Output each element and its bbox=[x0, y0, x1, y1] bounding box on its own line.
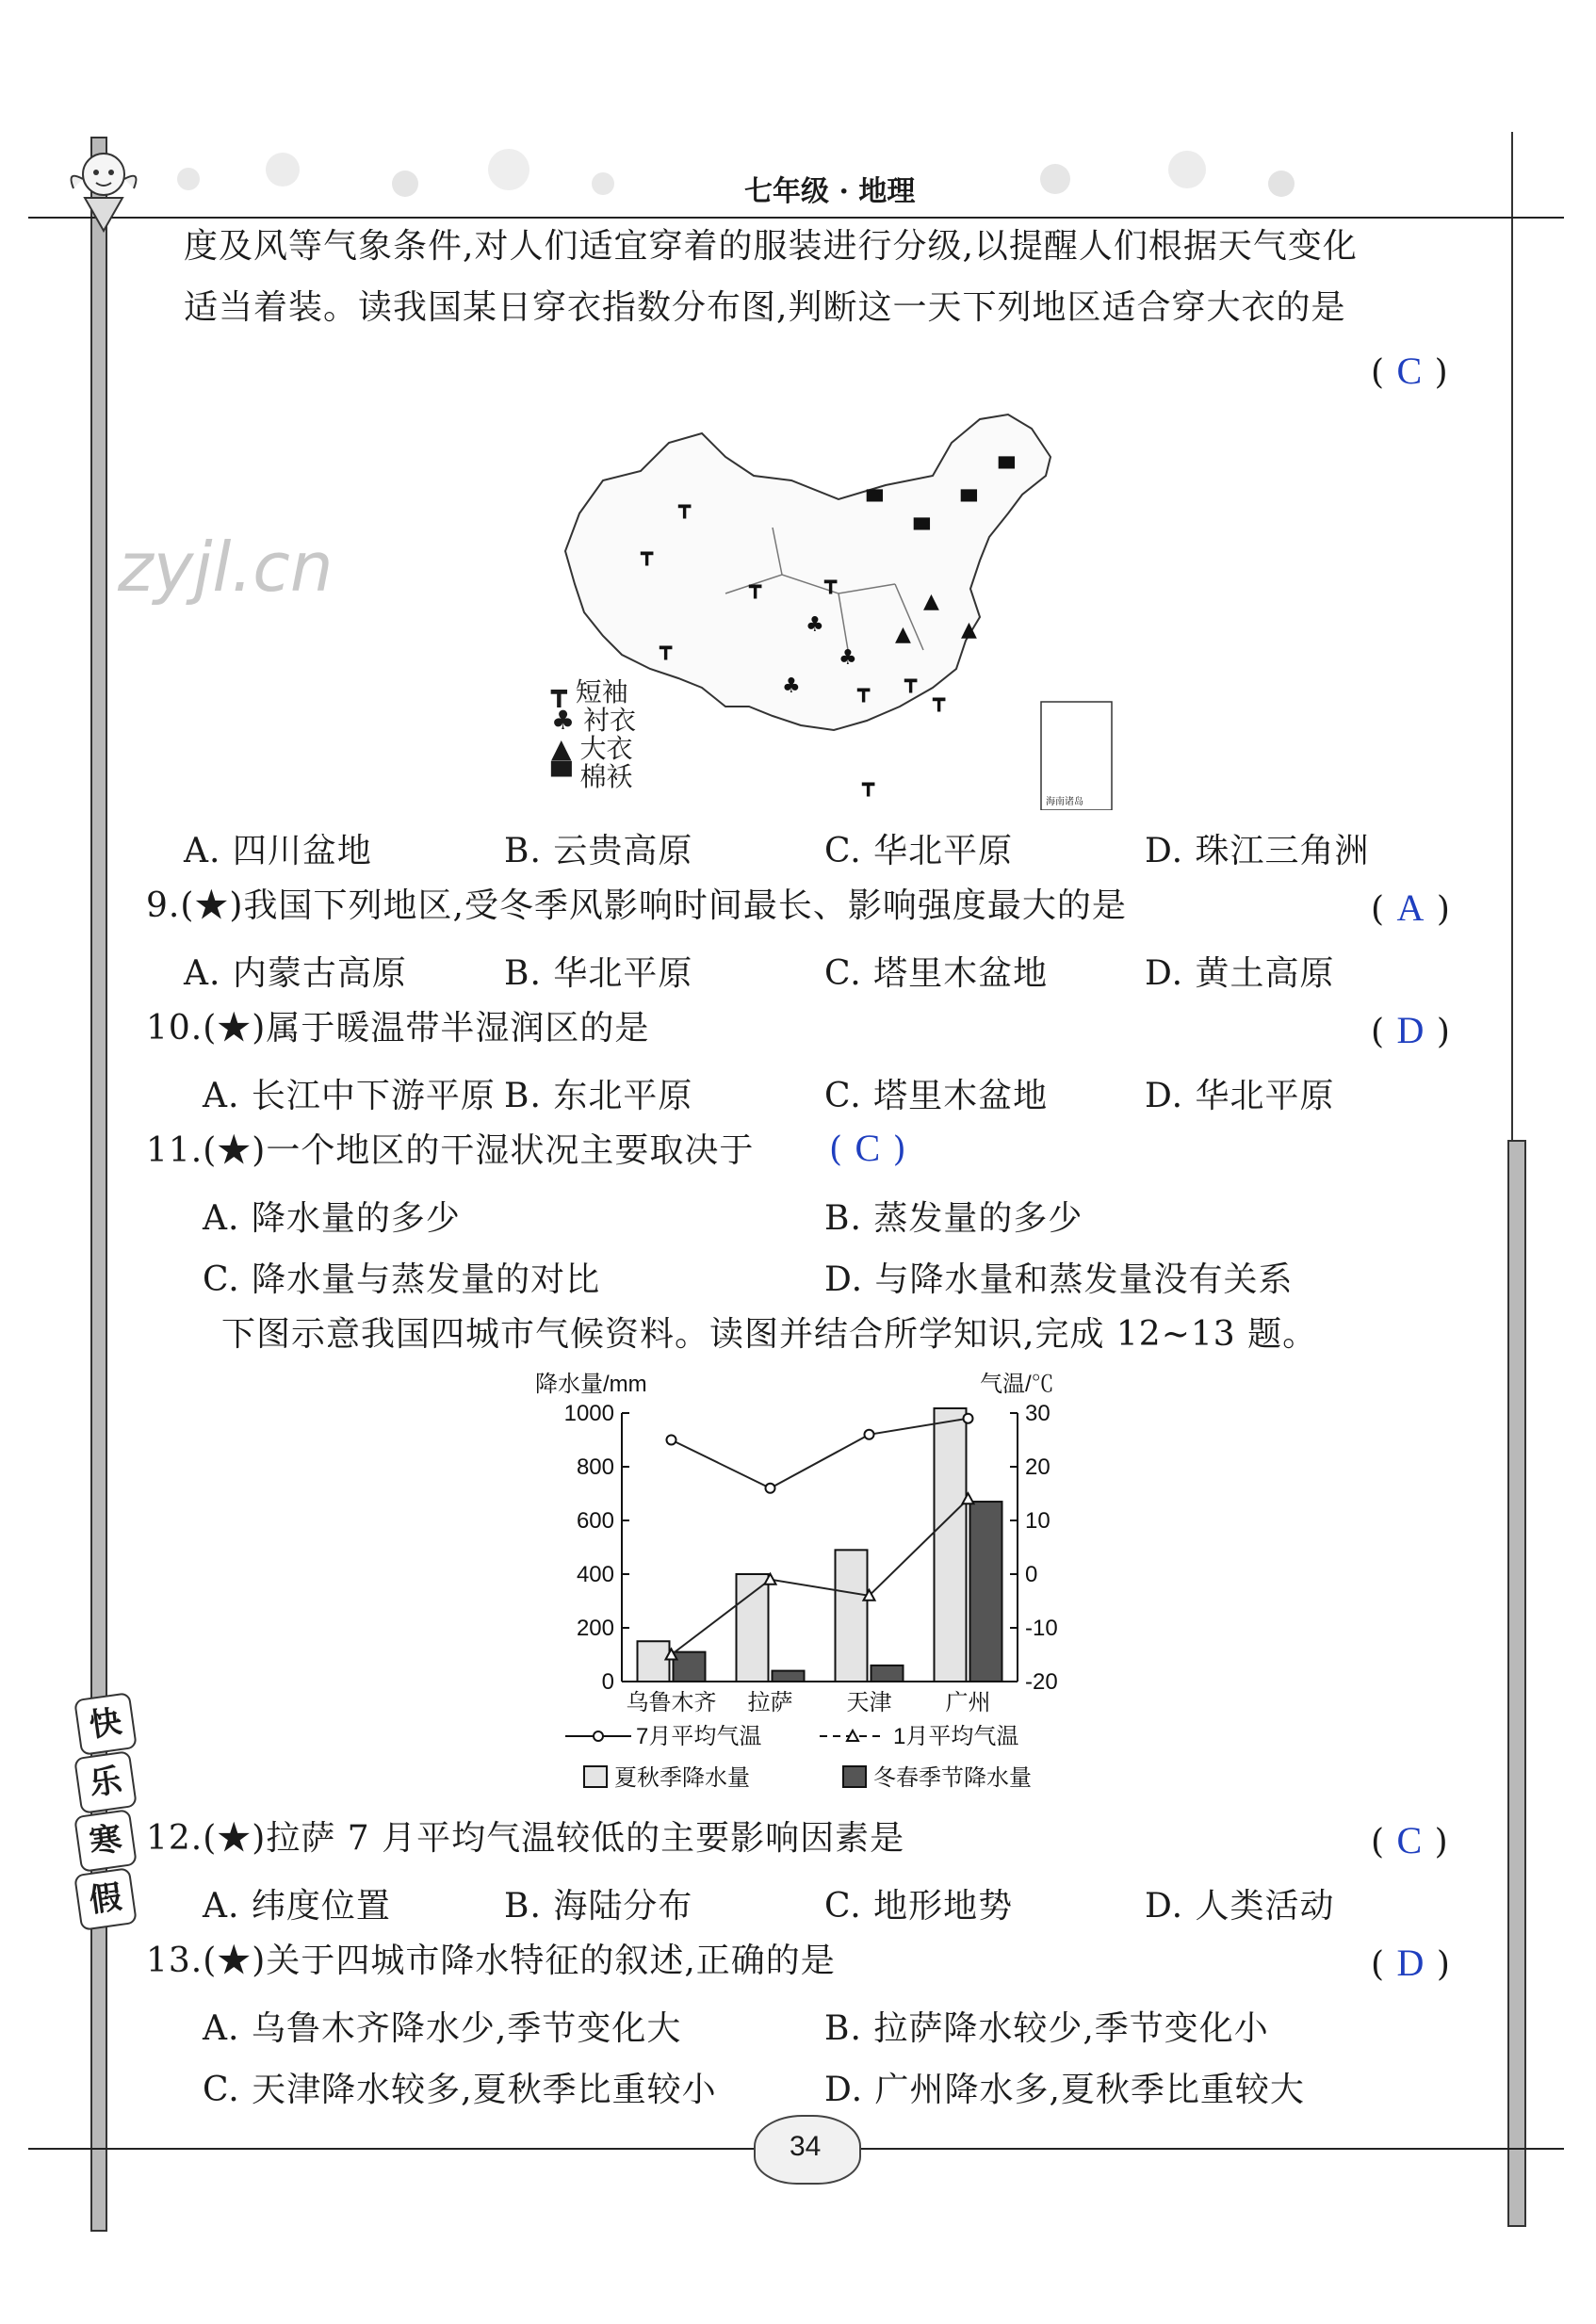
footer-rule-right bbox=[853, 2148, 1564, 2150]
side-badge-4: 假 bbox=[73, 1867, 138, 1931]
category-label: 乌鲁木齐 bbox=[626, 1690, 717, 1715]
q11-answer: C bbox=[855, 1127, 882, 1169]
q8-line2: 适当着装。读我国某日穿衣指数分布图,判断这一天下列地区适合穿大衣的是 bbox=[184, 288, 1346, 327]
side-badge-2: 乐 bbox=[73, 1750, 138, 1814]
climate-chart bbox=[528, 1371, 1112, 1813]
line-jan-temp bbox=[672, 1499, 969, 1654]
legend-july-marker bbox=[594, 1731, 603, 1741]
legend-summer-label: 夏秋季降水量 bbox=[614, 1765, 750, 1791]
coat-icon: ▲ bbox=[551, 733, 572, 764]
bar-winter-spring bbox=[871, 1666, 904, 1682]
map-inset-label: 海南诸岛 bbox=[1046, 797, 1083, 807]
header-decoration-dots bbox=[170, 141, 1347, 198]
q12-answer: C bbox=[1396, 1819, 1424, 1861]
q12-option-c: C. 地形地势 bbox=[824, 1887, 1014, 1926]
bar-winter-spring bbox=[674, 1652, 706, 1682]
legend-item-shirt: ♣ 衬衣 bbox=[551, 705, 637, 736]
y-right-tick-label: 20 bbox=[1025, 1455, 1050, 1480]
map-symbol-coat: ▲ bbox=[895, 623, 911, 646]
q11-option-a: A. 降水量的多少 bbox=[203, 1199, 461, 1238]
footer-rule bbox=[28, 2148, 763, 2150]
point-july-temp bbox=[865, 1430, 874, 1439]
shirt-icon: ♣ bbox=[551, 705, 576, 736]
q8-option-c: C. 华北平原 bbox=[824, 832, 1014, 870]
point-july-temp bbox=[667, 1436, 676, 1445]
q9-answer-slot: ( A ) bbox=[1371, 886, 1451, 929]
q9-option-a: A. 内蒙古高原 bbox=[184, 954, 407, 993]
china-outline bbox=[565, 414, 1050, 730]
side-badge-3: 寒 bbox=[73, 1809, 138, 1873]
cottoncoat-icon: ▀ bbox=[551, 761, 572, 792]
chart-intro: 下图示意我国四城市气候资料。读图并结合所学知识,完成 12~13 题。 bbox=[221, 1315, 1318, 1354]
q8-option-d: D. 珠江三角洲 bbox=[1145, 832, 1370, 870]
map-symbol-shortsleeve: ┳ bbox=[660, 637, 673, 660]
q10-option-d: D. 华北平原 bbox=[1145, 1077, 1335, 1115]
right-binding-bar bbox=[1507, 1140, 1526, 2227]
map-symbol-shirt: ♣ bbox=[839, 646, 857, 670]
q11-answer-slot: ( C ) bbox=[829, 1127, 907, 1169]
legend-summer-swatch bbox=[584, 1766, 607, 1787]
map-symbol-cottoncoat: ▀ bbox=[914, 519, 930, 543]
q13-answer: D bbox=[1396, 1942, 1425, 1984]
map-symbol-shortsleeve: ┳ bbox=[933, 689, 946, 712]
legend-item-cottoncoat: ▀ 棉袄 bbox=[551, 761, 633, 792]
bar-summer-autumn bbox=[836, 1550, 868, 1682]
q10-option-c: C. 塔里木盆地 bbox=[824, 1077, 1049, 1115]
y-right-tick-label: 0 bbox=[1025, 1562, 1038, 1587]
bar-summer-autumn bbox=[638, 1641, 670, 1682]
map-symbol-shortsleeve: ┳ bbox=[678, 496, 692, 519]
q10-answer: D bbox=[1396, 1009, 1425, 1051]
q8-option-a: A. 四川盆地 bbox=[184, 832, 372, 870]
q10-option-a: A. 长江中下游平原 bbox=[203, 1077, 496, 1115]
y-left-label: 降水量/mm bbox=[535, 1372, 647, 1397]
q13-option-b: B. 拉萨降水较少,季节变化小 bbox=[824, 2009, 1269, 2048]
y-left-tick-label: 600 bbox=[576, 1508, 614, 1534]
map-symbol-shirt: ♣ bbox=[806, 613, 824, 637]
point-july-temp bbox=[964, 1414, 973, 1423]
q9-stem: 9.(★)我国下列地区,受冬季风影响时间最长、影响强度最大的是 bbox=[146, 886, 1127, 925]
bar-summer-autumn bbox=[935, 1408, 967, 1682]
q8-answer: C bbox=[1396, 349, 1424, 392]
q11-stem: 11.(★)一个地区的干湿状况主要取决于 bbox=[146, 1131, 755, 1170]
q10-option-b: B. 东北平原 bbox=[504, 1077, 693, 1115]
map-symbol-cottoncoat: ▀ bbox=[867, 491, 883, 514]
page-number: 34 bbox=[790, 2131, 822, 2162]
q12-option-b: B. 海陆分布 bbox=[504, 1887, 693, 1926]
line-july-temp bbox=[672, 1419, 969, 1488]
q13-option-d: D. 广州降水多,夏秋季比重较大 bbox=[824, 2071, 1305, 2109]
q8-answer-slot: ( C ) bbox=[1371, 349, 1449, 392]
y-left-tick-label: 1000 bbox=[563, 1401, 614, 1426]
y-left-tick-label: 400 bbox=[576, 1562, 614, 1587]
map-symbol-shortsleeve: ┳ bbox=[904, 670, 918, 693]
q12-option-d: D. 人类活动 bbox=[1145, 1887, 1335, 1926]
map-symbol-shirt: ♣ bbox=[782, 674, 801, 698]
map-symbol-shortsleeve: ┳ bbox=[862, 773, 875, 797]
y-right-tick-label: -10 bbox=[1025, 1616, 1058, 1641]
y-left-tick-label: 800 bbox=[576, 1455, 614, 1480]
bar-winter-spring bbox=[773, 1671, 805, 1682]
bar-summer-autumn bbox=[737, 1574, 769, 1682]
category-label: 天津 bbox=[846, 1690, 892, 1715]
header-title: 七年级 · 地理 bbox=[744, 175, 916, 208]
q11-option-b: B. 蒸发量的多少 bbox=[824, 1199, 1083, 1238]
q9-option-b: B. 华北平原 bbox=[504, 954, 693, 993]
q9-option-d: D. 黄土高原 bbox=[1145, 954, 1335, 993]
legend-july-label: 7月平均气温 bbox=[636, 1724, 762, 1749]
category-label: 广州 bbox=[945, 1690, 991, 1715]
q11-option-c: C. 降水量与蒸发量的对比 bbox=[203, 1260, 601, 1299]
map-symbol-coat: ▲ bbox=[923, 590, 939, 613]
y-right-tick-label: 30 bbox=[1025, 1401, 1050, 1426]
category-label: 拉萨 bbox=[747, 1690, 793, 1715]
y-right-tick-label: 10 bbox=[1025, 1508, 1050, 1534]
y-right-tick-label: -20 bbox=[1025, 1669, 1058, 1695]
y-left-tick-label: 0 bbox=[601, 1669, 614, 1695]
shortsleeve-icon: ┳ bbox=[551, 676, 567, 707]
map-symbol-shortsleeve: ┳ bbox=[857, 679, 871, 703]
y-right-label: 气温/℃ bbox=[980, 1372, 1054, 1397]
legend-winter-label: 冬春季节降水量 bbox=[873, 1765, 1032, 1791]
map-symbol-shortsleeve: ┳ bbox=[641, 543, 654, 566]
q12-answer-slot: ( C ) bbox=[1371, 1819, 1449, 1861]
q12-stem: 12.(★)拉萨 7 月平均气温较低的主要影响因素是 bbox=[146, 1819, 905, 1858]
watermark: zyjl.cn bbox=[118, 528, 334, 607]
map-symbol-cottoncoat: ▀ bbox=[961, 491, 977, 514]
y-left-tick-label: 200 bbox=[576, 1616, 614, 1641]
map-symbol-shortsleeve: ┳ bbox=[749, 576, 762, 599]
q13-stem: 13.(★)关于四城市降水特征的叙述,正确的是 bbox=[146, 1942, 836, 1980]
legend-item-coat: ▲ 大衣 bbox=[551, 733, 633, 764]
q9-answer: A bbox=[1396, 886, 1425, 929]
q12-option-a: A. 纬度位置 bbox=[203, 1887, 391, 1926]
q10-answer-slot: ( D ) bbox=[1371, 1009, 1451, 1051]
header-rule bbox=[28, 217, 1564, 219]
map-legend bbox=[551, 678, 636, 791]
q8-option-b: B. 云贵高原 bbox=[504, 832, 693, 870]
legend-jan-label: 1月平均气温 bbox=[893, 1724, 1019, 1749]
q13-answer-slot: ( D ) bbox=[1371, 1942, 1451, 1984]
point-july-temp bbox=[766, 1484, 775, 1493]
map-symbol-cottoncoat: ▀ bbox=[999, 458, 1015, 481]
q11-option-d: D. 与降水量和蒸发量没有关系 bbox=[824, 1260, 1294, 1299]
legend-winter-swatch bbox=[843, 1766, 866, 1787]
legend-item-shortsleeve: ┳ 短袖 bbox=[551, 676, 628, 707]
q8-line1: 度及风等气象条件,对人们适宜穿着的服装进行分级,以提醒人们根据天气变化 bbox=[184, 227, 1358, 266]
q9-option-c: C. 塔里木盆地 bbox=[824, 954, 1049, 993]
header-fairy-icon bbox=[66, 141, 141, 236]
q13-option-c: C. 天津降水较多,夏秋季比重较小 bbox=[203, 2071, 717, 2109]
q13-option-a: A. 乌鲁木齐降水少,季节变化大 bbox=[203, 2009, 682, 2048]
side-badge-1: 快 bbox=[73, 1692, 138, 1756]
map-symbol-shortsleeve: ┳ bbox=[824, 571, 838, 594]
right-thin-line bbox=[1511, 132, 1513, 1140]
map-symbol-coat: ▲ bbox=[961, 618, 977, 642]
bar-winter-spring bbox=[970, 1502, 1002, 1682]
q10-stem: 10.(★)属于暖温带半湿润区的是 bbox=[146, 1009, 650, 1048]
